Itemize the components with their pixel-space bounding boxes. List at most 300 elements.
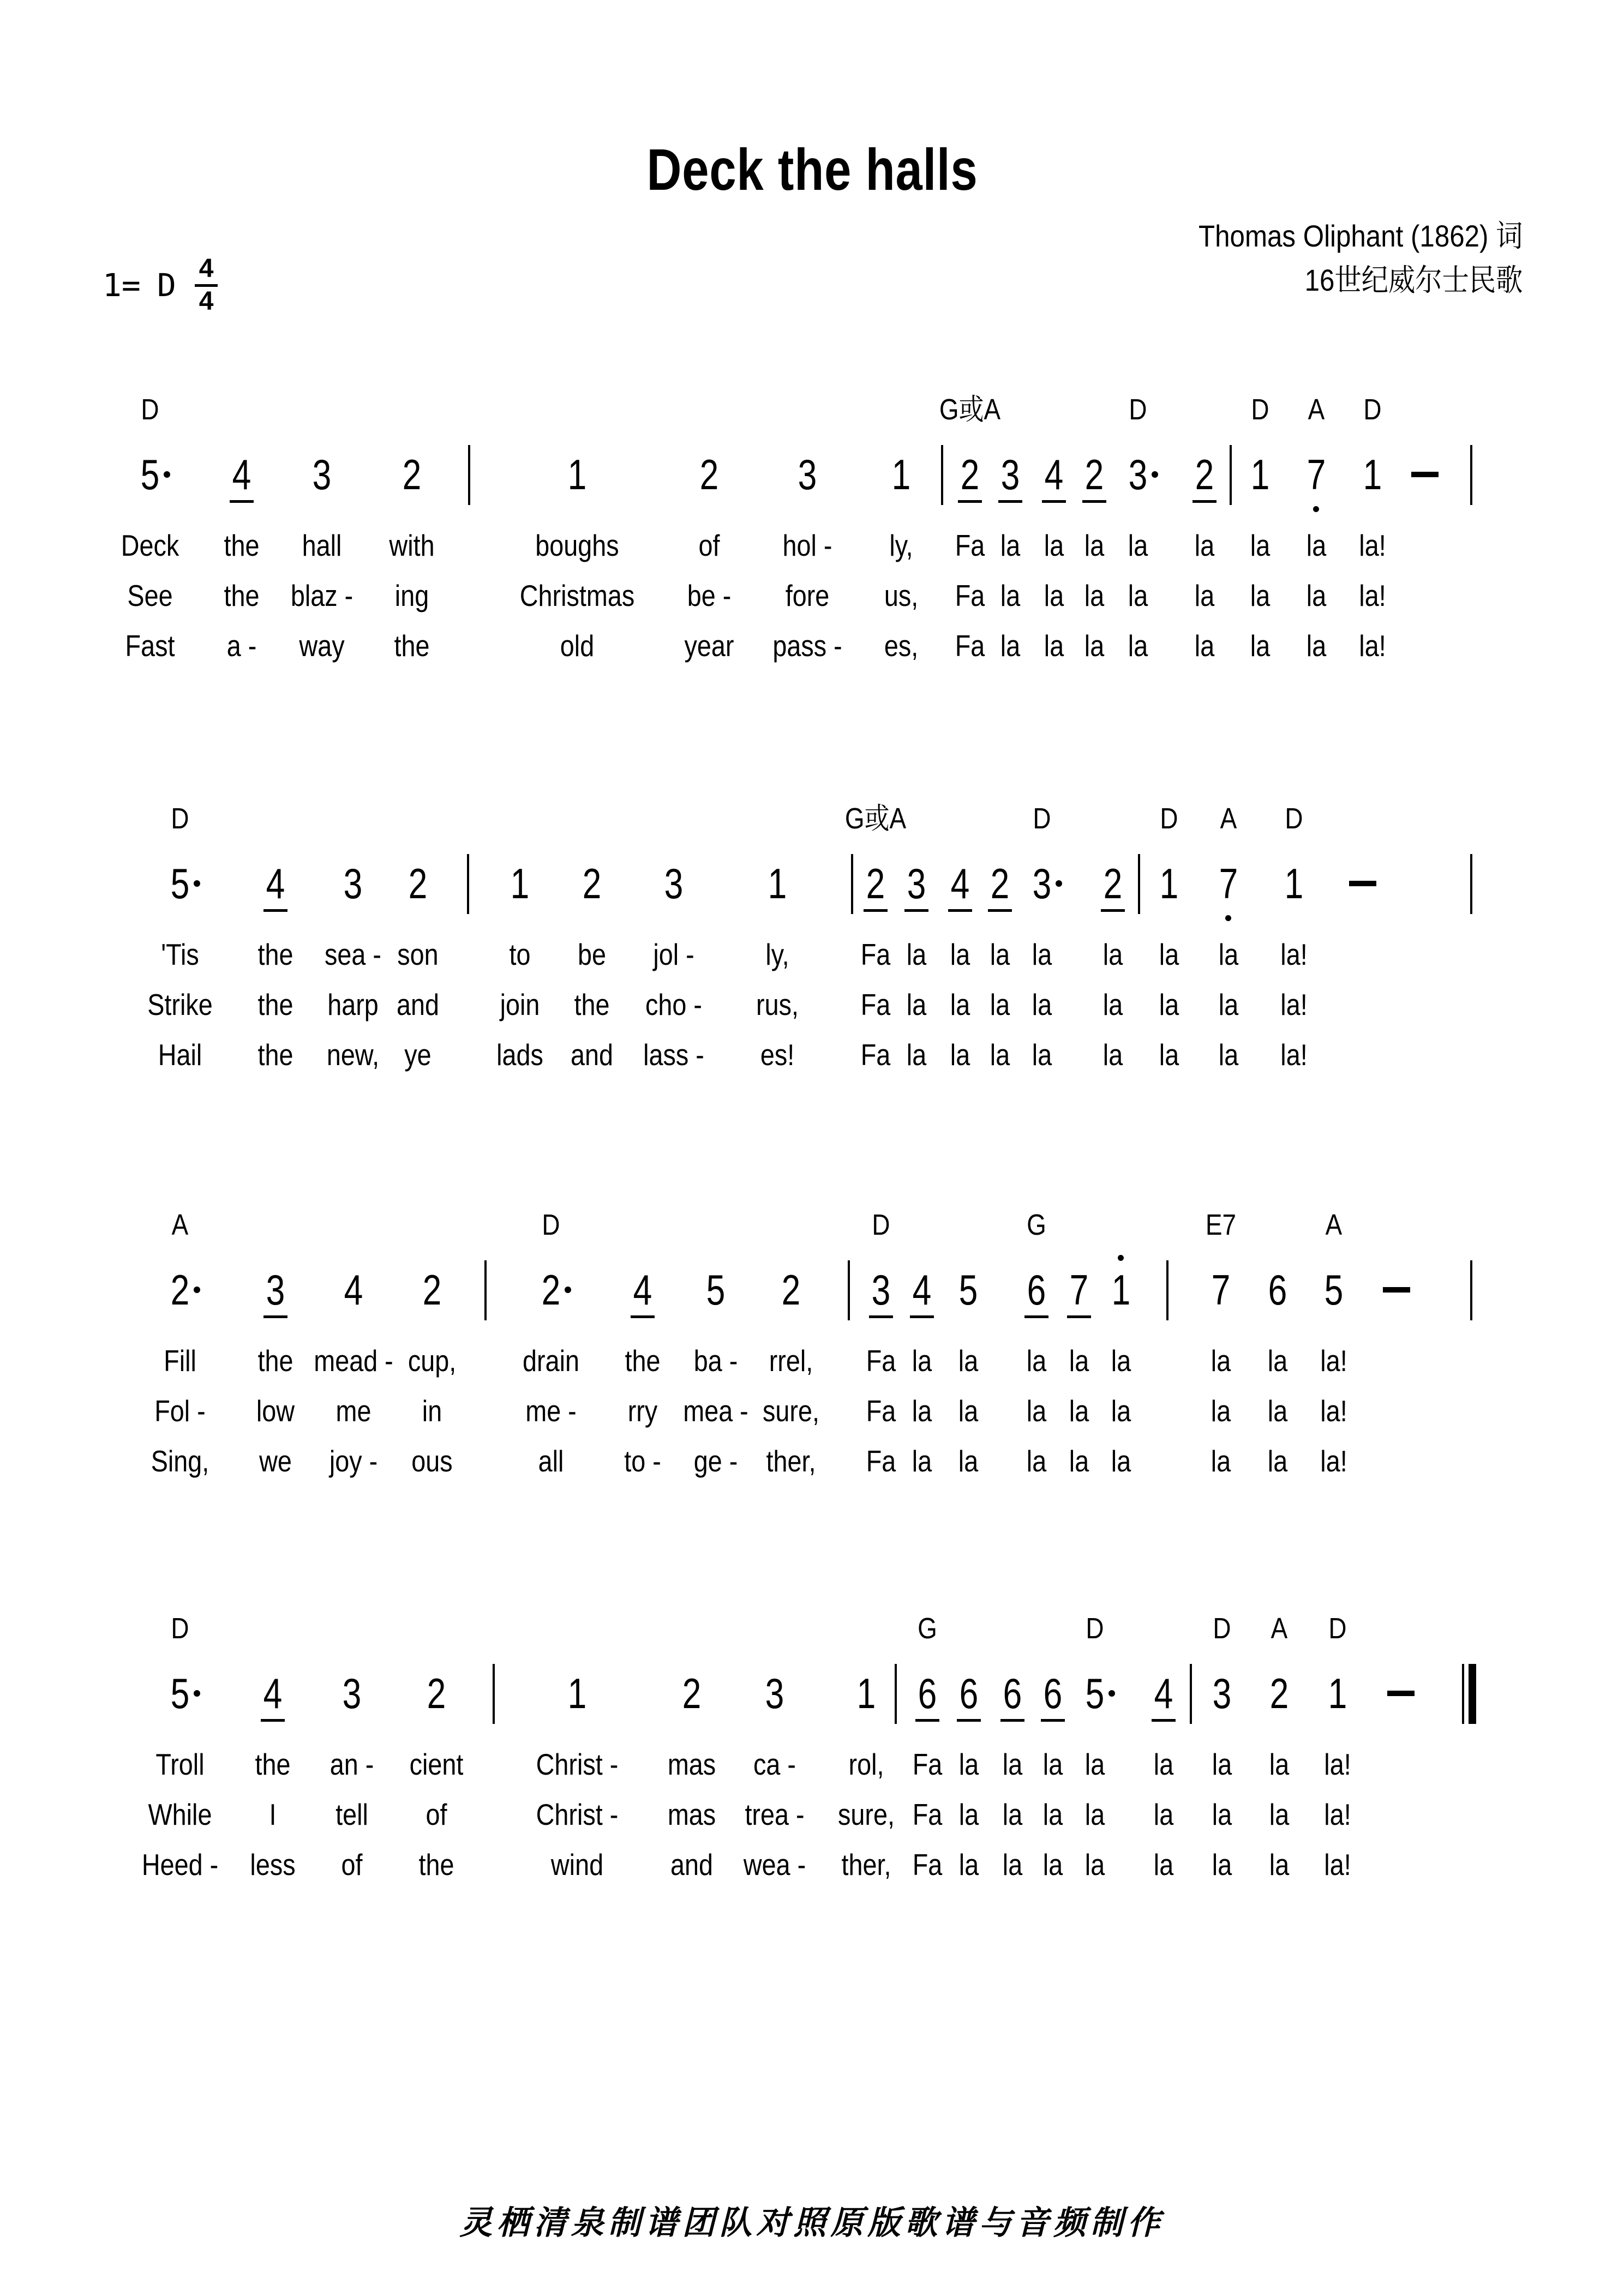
lyric-syllable: we [259, 1444, 292, 1478]
lyric-syllable: la [1044, 629, 1064, 663]
note-digit: 2 [866, 860, 885, 907]
lyric-syllable: Deck [121, 528, 179, 562]
note-digit: 3 [312, 450, 332, 498]
lyric-syllable: la! [1359, 528, 1386, 562]
barline [1470, 1260, 1472, 1320]
note-digit: 4 [1044, 450, 1064, 498]
lyric-syllable: la [1032, 988, 1052, 1021]
system-2 [0, 802, 1624, 1096]
lyric-syllable: rry [627, 1394, 658, 1428]
barline [1166, 1260, 1168, 1320]
lyric-syllable: ous [411, 1444, 453, 1478]
key-signature [103, 255, 218, 315]
note-digit: 2 [541, 1266, 561, 1314]
lyric-syllable: ba - [693, 1344, 738, 1378]
song-title: Deck the halls [646, 136, 978, 202]
lyric-syllable: old [560, 629, 595, 663]
eighth-note-underline [263, 909, 287, 912]
chord-label: D [1251, 393, 1269, 426]
lyric-syllable: la [1212, 1747, 1232, 1781]
lyric-syllable: While [148, 1798, 212, 1831]
lyric-syllable: be - [687, 579, 732, 612]
lyric-syllable: la [1269, 1848, 1290, 1882]
lyricist-credit: Thomas Oliphant (1862) 词 [1198, 219, 1523, 253]
lyric-syllable: la [1250, 579, 1271, 612]
chord-label: D [171, 1612, 189, 1645]
lyric-syllable: mea - [683, 1394, 748, 1428]
eighth-note-underline [1024, 1315, 1048, 1318]
note-digit: 3 [664, 860, 684, 907]
note-digit: 4 [912, 1266, 932, 1314]
lyric-syllable: la [1218, 937, 1239, 971]
lyric-syllable: ther, [841, 1848, 891, 1882]
lyric-syllable: la [1026, 1394, 1047, 1428]
note-digit: 3 [1128, 450, 1148, 498]
lyric-syllable: Fa [860, 988, 891, 1021]
eighth-note-underline [958, 500, 982, 503]
note-digit: 3 [1000, 450, 1020, 498]
duration-dot [194, 1690, 200, 1697]
lyric-syllable: ca - [753, 1747, 796, 1781]
note-digit: 4 [1154, 1669, 1173, 1717]
chord-label: E7 [1205, 1209, 1237, 1241]
lyric-syllable: la [1212, 1798, 1232, 1831]
note-digit: 2 [422, 1266, 442, 1314]
chord-label: A [1220, 802, 1237, 835]
lyric-syllable: drain [523, 1344, 579, 1378]
lyric-syllable: la [1218, 1038, 1239, 1072]
lyric-syllable: la! [1280, 1038, 1308, 1072]
lyric-syllable: wea - [743, 1848, 806, 1882]
lyric-syllable: in [422, 1394, 442, 1428]
note-digit: 3 [343, 860, 363, 907]
lyric-syllable: la [1026, 1444, 1047, 1478]
lyric-syllable: Fa [955, 629, 985, 663]
barline [493, 1664, 495, 1724]
chord-label: D [1086, 1612, 1104, 1645]
note-digit: 2 [427, 1669, 446, 1717]
half-note-dash [1387, 1691, 1415, 1696]
lyric-syllable: ing [394, 579, 429, 612]
lyric-syllable: hol - [782, 528, 832, 562]
lyric-syllable: the [257, 1344, 293, 1378]
lyric-syllable: I [269, 1798, 277, 1831]
lyric-syllable: la [1084, 579, 1105, 612]
eighth-note-underline [1192, 500, 1216, 503]
lyric-syllable: of [341, 1848, 363, 1882]
note-digit: 5 [958, 1266, 978, 1314]
note-digit: 5 [1324, 1266, 1344, 1314]
note-digit: 1 [1328, 1669, 1347, 1717]
chord-label: G [1027, 1209, 1046, 1241]
note-digit: 6 [918, 1669, 937, 1717]
lyric-syllable: la [1002, 1798, 1023, 1831]
lyric-syllable: la [1032, 1038, 1052, 1072]
note-digit: 2 [1084, 450, 1104, 498]
lyric-syllable: See [127, 579, 173, 612]
note-digit: 1 [567, 450, 587, 498]
lyric-syllable: trea - [745, 1798, 805, 1831]
note-digit: 5 [1085, 1669, 1105, 1717]
barline [848, 1260, 850, 1320]
lyric-syllable: the [257, 937, 293, 971]
key-tonic: D [157, 266, 176, 304]
eighth-note-underline [948, 909, 972, 912]
lyric-syllable: la [1153, 1848, 1174, 1882]
lyric-syllable: la [1032, 937, 1052, 971]
note-digit: 3 [907, 860, 926, 907]
lyric-syllable: la [950, 937, 970, 971]
lyric-syllable: and [570, 1038, 614, 1072]
lyric-syllable: la [1194, 579, 1215, 612]
system-1 [0, 393, 1624, 687]
lyric-syllable: to - [624, 1444, 661, 1478]
note-digit: 1 [1363, 450, 1382, 498]
barline [1138, 854, 1140, 914]
lyric-syllable: es, [884, 629, 919, 663]
lyric-syllable: pass - [772, 629, 842, 663]
lyric-syllable: the [394, 629, 430, 663]
footer-note: 灵栖清泉制谱团队对照原版歌谱与音频制作 [459, 2204, 1165, 2242]
barline [467, 854, 469, 914]
lyric-syllable: hall [302, 528, 342, 562]
note-digit: 5 [140, 450, 160, 498]
note-digit: 1 [1111, 1266, 1131, 1314]
note-digit: 3 [765, 1669, 784, 1717]
lyric-syllable: ly, [765, 937, 789, 971]
lyric-syllable: less [250, 1848, 296, 1882]
note-digit: 7 [1219, 860, 1238, 907]
lyric-syllable: la! [1324, 1747, 1351, 1781]
chord-label: D [542, 1209, 560, 1241]
lyric-syllable: la [958, 1394, 979, 1428]
lyric-syllable: es! [760, 1038, 795, 1072]
lyric-syllable: la [1084, 1848, 1105, 1882]
lyric-syllable: la [1111, 1344, 1131, 1378]
lyric-syllable: boughs [535, 528, 619, 562]
final-barline-thin [1462, 1664, 1464, 1724]
duration-dot [1108, 1690, 1115, 1697]
lyric-syllable: la [1210, 1444, 1231, 1478]
lyric-syllable: la [1084, 1798, 1105, 1831]
lyric-syllable: a - [226, 629, 257, 663]
chord-label: G或A [939, 393, 1001, 426]
barline [941, 445, 943, 505]
chord-label: D [872, 1209, 890, 1241]
lyric-syllable: and [396, 988, 440, 1021]
eighth-note-underline [1000, 1719, 1024, 1722]
chord-label: D [171, 802, 189, 835]
lyric-syllable: la! [1280, 937, 1308, 971]
lyric-syllable: la [1102, 988, 1123, 1021]
lyric-syllable: la [1042, 1747, 1063, 1781]
lyric-syllable: la! [1359, 579, 1386, 612]
lyric-syllable: la [1128, 528, 1148, 562]
eighth-note-underline [631, 1315, 655, 1318]
barline [468, 445, 470, 505]
lyric-syllable: tell [335, 1798, 368, 1831]
eighth-note-underline [230, 500, 254, 503]
note-digit: 6 [1027, 1266, 1046, 1314]
lyric-syllable: join [500, 988, 540, 1021]
note-digit: 1 [1250, 450, 1270, 498]
duration-dot [1152, 471, 1158, 478]
lyric-syllable: jol - [653, 937, 694, 971]
note-digit: 3 [342, 1669, 362, 1717]
lyric-syllable: la [1002, 1848, 1023, 1882]
chord-label: D [141, 393, 159, 426]
lyric-syllable: la [1250, 528, 1271, 562]
lyric-syllable: Fa [860, 937, 891, 971]
lyric-syllable: rrel, [769, 1344, 813, 1378]
lyric-syllable: la [1069, 1394, 1089, 1428]
note-digit: 2 [1269, 1669, 1289, 1717]
eighth-note-underline [1041, 1719, 1065, 1722]
chord-label: D [1328, 1612, 1347, 1645]
note-digit: 5 [170, 1669, 190, 1717]
lyric-syllable: year [684, 629, 734, 663]
note-digit: 2 [170, 1266, 190, 1314]
lyric-syllable: la [1084, 1747, 1105, 1781]
lyric-syllable: the [418, 1848, 454, 1882]
lyric-syllable: Fa [912, 1798, 943, 1831]
lyric-syllable: Fa [912, 1848, 943, 1882]
lyric-syllable: rus, [756, 988, 799, 1021]
note-digit: 4 [232, 450, 251, 498]
lyric-syllable: us, [884, 579, 919, 612]
lyric-syllable: la! [1280, 988, 1308, 1021]
chord-label: A [1325, 1209, 1343, 1241]
chord-label: A [171, 1209, 189, 1241]
lyric-syllable: the [257, 988, 293, 1021]
note-digit: 6 [1043, 1669, 1063, 1717]
chord-label: D [1033, 802, 1051, 835]
note-digit: 3 [798, 450, 817, 498]
lyric-syllable: la [1194, 629, 1215, 663]
lyric-syllable: la [1044, 579, 1064, 612]
lyric-syllable: new, [326, 1038, 380, 1072]
eighth-note-underline [915, 1719, 939, 1722]
note-digit: 5 [170, 860, 190, 907]
lyric-syllable: la! [1320, 1394, 1347, 1428]
origin-credit: 16世纪威尔士民歌 [1304, 263, 1523, 298]
barline [1470, 445, 1472, 505]
eighth-note-underline [263, 1315, 287, 1318]
note-digit: 1 [510, 860, 530, 907]
lyric-syllable: cup, [408, 1344, 457, 1378]
lyric-syllable: lads [496, 1038, 543, 1072]
low-octave-dot [1225, 915, 1231, 921]
lyric-syllable: Christ - [536, 1798, 619, 1831]
eighth-note-underline [998, 500, 1022, 503]
note-digit: 2 [582, 860, 602, 907]
lyric-syllable: way [299, 629, 345, 663]
lyric-syllable: sea - [325, 937, 381, 971]
lyric-syllable: joy - [329, 1444, 378, 1478]
lyric-syllable: Christmas [519, 579, 635, 612]
note-digit: 2 [408, 860, 428, 907]
lyric-syllable: la! [1324, 1798, 1351, 1831]
lyric-syllable: la [1210, 1394, 1231, 1428]
lyric-syllable: the [224, 579, 260, 612]
note-digit: 7 [1211, 1266, 1231, 1314]
duration-dot [194, 880, 200, 887]
lyric-syllable: la [990, 1038, 1010, 1072]
lyric-syllable: la [1218, 988, 1239, 1021]
lyric-syllable: la [1000, 528, 1021, 562]
lyric-syllable: 'Tis [161, 937, 199, 971]
time-signature-numerator: 4 [195, 255, 218, 287]
lyric-syllable: of [698, 528, 720, 562]
barline [895, 1664, 897, 1724]
lyric-syllable: me - [525, 1394, 577, 1428]
note-digit: 4 [633, 1266, 652, 1314]
half-note-dash [1349, 881, 1376, 886]
lyric-syllable: la [1042, 1798, 1063, 1831]
lyric-syllable: sure, [838, 1798, 895, 1831]
lyric-syllable: Sing, [151, 1444, 209, 1478]
lyric-syllable: of [426, 1798, 447, 1831]
system-3 [0, 1208, 1624, 1502]
lyric-syllable: la [912, 1344, 932, 1378]
lyric-syllable: mas [667, 1747, 716, 1781]
lyric-syllable: la [1212, 1848, 1232, 1882]
note-digit: 1 [768, 860, 787, 907]
duration-dot [1056, 880, 1062, 887]
lyric-syllable: wind [550, 1848, 604, 1882]
lyric-syllable: mead - [314, 1344, 393, 1378]
lyric-syllable: ye [404, 1038, 432, 1072]
lyric-syllable: Fa [912, 1747, 943, 1781]
duration-dot [565, 1287, 571, 1293]
note-digit: 2 [781, 1266, 801, 1314]
lyric-syllable: Fa [866, 1394, 896, 1428]
note-digit: 6 [1003, 1669, 1022, 1717]
lyric-syllable: la [1102, 937, 1123, 971]
system-4 [0, 1612, 1624, 1906]
note-digit: 7 [1307, 450, 1326, 498]
lyric-syllable: la [1267, 1444, 1288, 1478]
lyric-syllable: la [1269, 1798, 1290, 1831]
lyric-syllable: la [1044, 528, 1064, 562]
lyric-syllable: la [990, 988, 1010, 1021]
lyric-syllable: la [1000, 579, 1021, 612]
lyric-syllable: harp [327, 988, 379, 1021]
lyric-syllable: Hail [158, 1038, 202, 1072]
lyric-syllable: la [1267, 1344, 1288, 1378]
lyric-syllable: la [950, 988, 970, 1021]
lyric-syllable: la! [1320, 1344, 1347, 1378]
note-digit: 5 [706, 1266, 726, 1314]
eighth-note-underline [261, 1719, 285, 1722]
note-digit: 6 [1268, 1266, 1287, 1314]
lyric-syllable: la [1306, 629, 1327, 663]
lyric-syllable: Fast [125, 629, 175, 663]
lyric-syllable: la [1210, 1344, 1231, 1378]
note-digit: 4 [344, 1266, 363, 1314]
lyric-syllable: la [1159, 988, 1179, 1021]
chord-label: G或A [844, 802, 907, 835]
note-digit: 2 [682, 1669, 702, 1717]
eighth-note-underline [869, 1315, 893, 1318]
note-digit: 1 [1159, 860, 1179, 907]
note-digit: 1 [567, 1669, 587, 1717]
lyric-syllable: Fill [164, 1344, 196, 1378]
lyric-syllable: la [912, 1394, 932, 1428]
lyric-syllable: la [1306, 579, 1327, 612]
half-note-dash [1383, 1287, 1410, 1293]
lyric-syllable: the [255, 1747, 291, 1781]
note-digit: 2 [1195, 450, 1214, 498]
note-digit: 2 [960, 450, 980, 498]
lyric-syllable: la [1269, 1747, 1290, 1781]
eighth-note-underline [910, 1315, 934, 1318]
lyric-syllable: la [1026, 1344, 1047, 1378]
lyric-syllable: me [335, 1394, 371, 1428]
chord-label: D [1285, 802, 1303, 835]
lyric-syllable: la [1128, 629, 1148, 663]
lyric-syllable: la [1084, 528, 1105, 562]
lyric-syllable: ther, [766, 1444, 816, 1478]
lyric-syllable: with [389, 528, 435, 562]
lyric-syllable: la [1128, 579, 1148, 612]
low-octave-dot [1313, 506, 1319, 512]
eighth-note-underline [1082, 500, 1106, 503]
lyric-syllable: blaz - [290, 579, 353, 612]
lyric-syllable: la [950, 1038, 970, 1072]
note-digit: 1 [891, 450, 911, 498]
eighth-note-underline [957, 1719, 981, 1722]
lyric-syllable: la [1069, 1344, 1089, 1378]
barline [851, 854, 853, 914]
lyric-syllable: Fa [955, 579, 985, 612]
lyric-syllable: la [1084, 629, 1105, 663]
note-digit: 1 [856, 1669, 876, 1717]
lyric-syllable: low [256, 1394, 295, 1428]
lyric-syllable: la [958, 1344, 979, 1378]
barline [1190, 1664, 1192, 1724]
lyric-syllable: la [1069, 1444, 1089, 1478]
lyric-syllable: la [1002, 1747, 1023, 1781]
barline [1230, 445, 1232, 505]
chord-label: G [918, 1612, 937, 1645]
lyric-syllable: la [1111, 1394, 1131, 1428]
lyric-syllable: Heed - [141, 1848, 219, 1882]
duration-dot [164, 471, 170, 478]
duration-dot [194, 1287, 200, 1293]
note-digit: 7 [1069, 1266, 1089, 1314]
note-digit: 2 [699, 450, 719, 498]
lyric-syllable: la [1102, 1038, 1123, 1072]
eighth-note-underline [988, 909, 1012, 912]
eighth-note-underline [1042, 500, 1066, 503]
note-digit: 3 [871, 1266, 891, 1314]
chord-label: D [1129, 393, 1147, 426]
lyric-syllable: Christ - [536, 1747, 619, 1781]
chord-label: D [1160, 802, 1178, 835]
lyric-syllable: an - [329, 1747, 374, 1781]
lyric-syllable: Fa [866, 1344, 896, 1378]
note-digit: 2 [1103, 860, 1123, 907]
lyric-syllable: the [574, 988, 610, 1021]
lyric-syllable: la [906, 937, 927, 971]
lyric-syllable: la [1267, 1394, 1288, 1428]
chord-label: A [1271, 1612, 1288, 1645]
barline [484, 1260, 487, 1320]
lyric-syllable: rol, [848, 1747, 884, 1781]
chord-label: D [1213, 1612, 1231, 1645]
note-digit: 3 [1212, 1669, 1232, 1717]
